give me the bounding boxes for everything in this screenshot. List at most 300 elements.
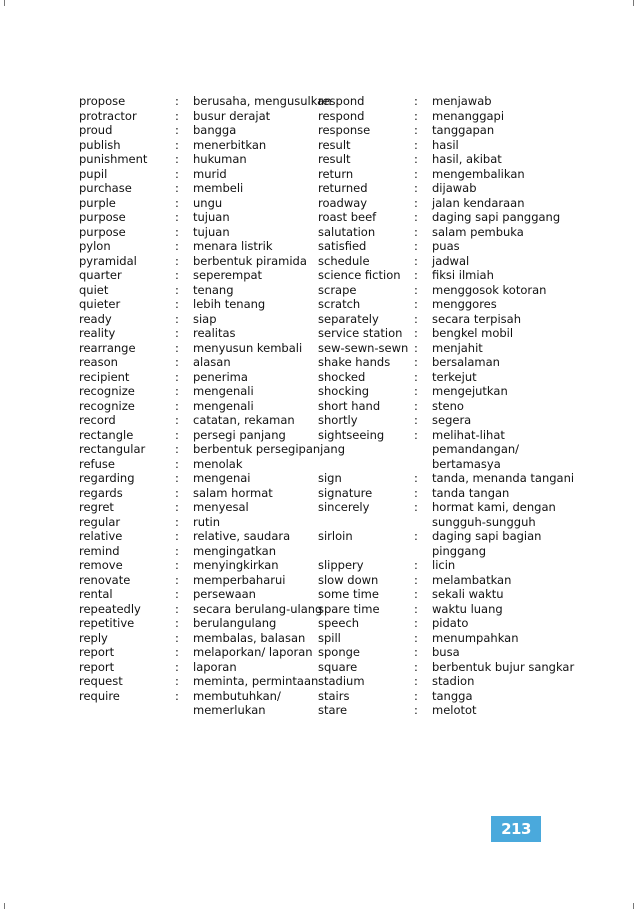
glossary-term: result (318, 152, 351, 166)
glossary-term: sirloin (318, 529, 353, 543)
glossary-term: stadium (318, 674, 365, 688)
glossary-separator: : (414, 181, 418, 195)
glossary-definition: seperempat (193, 268, 263, 282)
glossary-term: short hand (318, 398, 381, 413)
glossary-definition: melihat-lihat pemandangan/ bertamasya (432, 427, 520, 471)
glossary-entry (79, 239, 349, 254)
glossary-definition: mengenai (193, 471, 251, 485)
glossary-definition: steno (432, 398, 464, 413)
glossary-term: spare time (318, 601, 380, 616)
glossary-definition: menolak (193, 456, 243, 471)
glossary-separator: : (175, 210, 179, 224)
glossary-definition: busur derajat (193, 108, 271, 123)
glossary-entry (79, 268, 349, 283)
glossary-separator: : (175, 442, 179, 456)
glossary-entry (318, 602, 588, 617)
glossary-term: reply (79, 630, 108, 645)
glossary-entry (79, 297, 349, 312)
glossary-separator: : (414, 616, 418, 630)
glossary-definition: mengejutkan (432, 384, 508, 398)
glossary-term: slow down (318, 572, 379, 587)
glossary-definition: memperbaharui (193, 572, 286, 587)
glossary-definition: menara listrik (193, 239, 273, 253)
glossary-entry (318, 123, 588, 138)
glossary-definition: terkejut (432, 369, 477, 384)
glossary-entry (79, 399, 349, 414)
glossary-definition: persegi panjang (193, 427, 286, 442)
glossary-definition: licin (432, 558, 456, 572)
glossary-definition: tangga (432, 688, 473, 703)
glossary-term: record (79, 413, 116, 427)
glossary-definition: mengembalikan (432, 166, 525, 181)
glossary-term: spill (318, 630, 341, 645)
glossary-entry (318, 109, 588, 124)
glossary-term: salutation (318, 224, 376, 239)
glossary-separator: : (175, 645, 179, 659)
glossary-definition: menjawab (432, 94, 492, 108)
glossary-entry (318, 529, 588, 558)
glossary-definition: mengingatkan (193, 543, 276, 558)
glossary-definition: bangga (193, 123, 237, 137)
glossary-separator: : (414, 645, 418, 659)
glossary-entry (79, 225, 349, 240)
glossary-term: quieter (79, 297, 121, 311)
glossary-separator: : (175, 340, 179, 355)
glossary-separator: : (414, 268, 418, 282)
glossary-definition: lebih tenang (193, 297, 266, 311)
glossary-definition: rutin (193, 514, 221, 529)
glossary-separator: : (175, 326, 179, 340)
glossary-definition: menggores (432, 297, 497, 311)
glossary-separator: : (175, 688, 179, 703)
glossary-definition: hukuman (193, 152, 247, 166)
glossary-term: pyramidal (79, 253, 137, 268)
crop-mark (4, 0, 5, 6)
glossary-definition: menyesal (193, 500, 249, 514)
glossary-term: protractor (79, 108, 137, 123)
glossary-entry (318, 254, 588, 269)
glossary-separator: : (175, 253, 179, 268)
glossary-entry (318, 268, 588, 283)
glossary-term: reason (79, 355, 118, 369)
glossary-definition: berbentuk bujur sangkar (432, 659, 575, 674)
glossary-entry (318, 210, 588, 225)
glossary-term: regular (79, 514, 121, 529)
glossary-separator: : (175, 152, 179, 166)
glossary-definition: hasil, akibat (432, 152, 502, 166)
glossary-separator: : (414, 123, 418, 137)
glossary-entry (79, 370, 349, 385)
glossary-separator: : (175, 195, 179, 210)
crop-mark (633, 0, 634, 6)
glossary-term: sew-sewn-sewn (318, 340, 409, 355)
glossary-separator: : (414, 311, 418, 326)
glossary-definition: murid (193, 166, 227, 181)
glossary-entry (79, 355, 349, 370)
glossary-separator: : (414, 384, 418, 398)
glossary-separator: : (175, 529, 179, 543)
glossary-term: separately (318, 311, 379, 326)
glossary-entry (318, 341, 588, 356)
glossary-definition: membalas, balasan (193, 630, 306, 645)
glossary-definition: ungu (193, 195, 223, 210)
glossary-entry (79, 471, 349, 486)
glossary-entry (79, 167, 349, 182)
glossary-separator: : (175, 166, 179, 181)
glossary-separator: : (175, 500, 179, 514)
glossary-separator: : (175, 108, 179, 123)
glossary-definition: persewaan (193, 587, 256, 601)
page-number: 213 (491, 816, 541, 842)
glossary-separator: : (414, 137, 418, 152)
glossary-term: reality (79, 326, 116, 340)
glossary-term: purpose (79, 224, 126, 239)
glossary-definition: sekali waktu (432, 587, 504, 601)
glossary-definition: berbentuk piramida (193, 253, 307, 268)
glossary-term: relative (79, 529, 123, 543)
glossary-entry (79, 152, 349, 167)
glossary-definition: mengenali (193, 384, 254, 398)
glossary-term: shocking (318, 384, 370, 398)
glossary-definition: menyusun kembali (193, 340, 303, 355)
glossary-definition: alasan (193, 355, 231, 369)
glossary-definition: mengenali (193, 398, 254, 413)
glossary-definition: pidato (432, 616, 469, 630)
glossary-entry (79, 660, 349, 675)
glossary-entry (318, 196, 588, 211)
glossary-separator: : (414, 587, 418, 601)
glossary-term: rearrange (79, 340, 136, 355)
glossary-term: service station (318, 326, 403, 340)
glossary-entry (318, 312, 588, 327)
glossary-separator: : (414, 659, 418, 674)
glossary-column-left (79, 94, 349, 718)
glossary-entry (79, 210, 349, 225)
glossary-separator: : (175, 674, 179, 688)
glossary-definition: hasil (432, 137, 459, 152)
glossary-separator: : (175, 572, 179, 587)
glossary-separator: : (175, 181, 179, 195)
glossary-term: purpose (79, 210, 126, 224)
glossary-definition: waktu luang (432, 601, 503, 616)
glossary-separator: : (414, 355, 418, 369)
glossary-term: remove (79, 558, 123, 572)
glossary-entry (318, 413, 588, 428)
glossary-entry (79, 94, 349, 109)
glossary-term: regret (79, 500, 114, 514)
glossary-separator: : (414, 674, 418, 688)
glossary-separator: : (414, 427, 418, 442)
glossary-entry (79, 544, 349, 559)
glossary-term: scrape (318, 282, 357, 297)
glossary-entry (79, 689, 349, 718)
glossary-separator: : (175, 224, 179, 239)
glossary-definition: menumpahkan (432, 630, 519, 645)
glossary-definition: siap (193, 311, 217, 326)
glossary-column-right (318, 94, 588, 718)
glossary-separator: : (414, 224, 418, 239)
glossary-definition: menyingkirkan (193, 558, 279, 572)
glossary-term: pylon (79, 239, 111, 253)
glossary-entry (79, 529, 349, 544)
glossary-entry (318, 167, 588, 182)
glossary-term: sponge (318, 645, 360, 659)
glossary-term: return (318, 166, 354, 181)
glossary-separator: : (414, 326, 418, 340)
glossary-entry (318, 500, 588, 529)
glossary-entry (79, 196, 349, 211)
glossary-definition: berbentuk persegipanjang (193, 442, 346, 456)
glossary-term: satisfied (318, 239, 367, 253)
glossary-entry (79, 413, 349, 428)
glossary-entry (318, 703, 588, 718)
glossary-term: schedule (318, 253, 370, 268)
glossary-separator: : (175, 543, 179, 558)
glossary-entry (318, 486, 588, 501)
glossary-separator: : (414, 253, 418, 268)
glossary-entry (318, 326, 588, 341)
glossary-entry (79, 138, 349, 153)
glossary-term: purchase (79, 181, 132, 195)
glossary-definition: penerima (193, 369, 248, 384)
glossary-entry (318, 645, 588, 660)
glossary-term: shortly (318, 413, 358, 427)
glossary-term: report (79, 659, 115, 674)
glossary-definition: puas (432, 239, 460, 253)
glossary-entry (318, 660, 588, 675)
glossary-separator: : (414, 152, 418, 166)
glossary-separator: : (175, 558, 179, 572)
glossary-definition: tenang (193, 282, 234, 297)
glossary-definition: membeli (193, 181, 244, 195)
glossary-entry (318, 152, 588, 167)
glossary-separator: : (175, 268, 179, 282)
glossary-term: ready (79, 311, 112, 326)
glossary-definition: salam pembuka (432, 224, 524, 239)
glossary-entry (318, 399, 588, 414)
glossary-entry (318, 239, 588, 254)
glossary-definition: realitas (193, 326, 236, 340)
glossary-separator: : (175, 427, 179, 442)
glossary-separator: : (414, 703, 418, 717)
glossary-separator: : (175, 471, 179, 485)
glossary-term: report (79, 645, 115, 659)
glossary-separator: : (175, 456, 179, 471)
glossary-term: refuse (79, 456, 115, 471)
glossary-term: returned (318, 181, 368, 195)
glossary-entry (318, 471, 588, 486)
glossary-separator: : (175, 398, 179, 413)
glossary-definition: segera (432, 413, 472, 427)
glossary-definition: secara terpisah (432, 311, 522, 326)
glossary-separator: : (175, 369, 179, 384)
glossary-definition: salam hormat (193, 485, 273, 500)
glossary-definition: menggosok kotoran (432, 282, 547, 297)
glossary-separator: : (414, 529, 418, 543)
glossary-separator: : (175, 384, 179, 398)
glossary-term: scratch (318, 297, 361, 311)
crop-mark (4, 903, 5, 909)
glossary-term: rectangular (79, 442, 146, 456)
glossary-entry (318, 297, 588, 312)
glossary-definition: tujuan (193, 210, 230, 224)
glossary-term: stare (318, 703, 348, 717)
glossary-term: propose (79, 94, 126, 108)
glossary-term: science fiction (318, 268, 401, 282)
glossary-definition: jalan kendaraan (432, 195, 525, 210)
glossary-separator: : (414, 485, 418, 500)
glossary-term: proud (79, 123, 113, 137)
glossary-entry (79, 123, 349, 138)
glossary-term: purple (79, 195, 116, 210)
glossary-term: recognize (79, 398, 135, 413)
glossary-definition: berusaha, mengusulkan (193, 94, 332, 108)
glossary-entry (79, 283, 349, 298)
glossary-entry (79, 312, 349, 327)
glossary-entry (79, 181, 349, 196)
glossary-entry (79, 587, 349, 602)
glossary-entry (318, 616, 588, 631)
glossary-term: shake hands (318, 355, 391, 369)
glossary-entry (79, 341, 349, 356)
glossary-entry (79, 631, 349, 646)
glossary-definition: membutuhkan/ memerlukan (193, 688, 281, 717)
glossary-term: renovate (79, 572, 131, 587)
glossary-term: result (318, 137, 351, 152)
glossary-separator: : (414, 398, 418, 413)
glossary-separator: : (175, 355, 179, 369)
glossary-entry (79, 616, 349, 631)
glossary-separator: : (414, 572, 418, 587)
glossary-separator: : (175, 659, 179, 674)
glossary-term: sign (318, 471, 342, 485)
glossary-entry (79, 109, 349, 124)
glossary-term: respond (318, 94, 365, 108)
glossary-entry (79, 602, 349, 617)
glossary-term: shocked (318, 369, 366, 384)
glossary-separator: : (175, 630, 179, 645)
glossary-entry (318, 94, 588, 109)
glossary-term: roadway (318, 195, 368, 210)
glossary-separator: : (414, 210, 418, 224)
crop-mark (633, 903, 634, 909)
glossary-term: rectangle (79, 427, 134, 442)
glossary-term: quiet (79, 282, 109, 297)
glossary-separator: : (414, 108, 418, 123)
glossary-definition: busa (432, 645, 460, 659)
glossary-separator: : (175, 123, 179, 137)
glossary-entry (79, 457, 349, 472)
glossary-entry (318, 587, 588, 602)
glossary-entry (318, 573, 588, 588)
glossary-separator: : (175, 311, 179, 326)
glossary-definition: relative, saudara (193, 529, 291, 543)
glossary-definition: bengkel mobil (432, 326, 514, 340)
glossary-definition: tanda, menanda tangani (432, 471, 575, 485)
glossary-term: square (318, 659, 358, 674)
glossary-term: response (318, 123, 371, 137)
glossary-separator: : (175, 137, 179, 152)
glossary-definition: tanda tangan (432, 485, 510, 500)
glossary-definition: tanggapan (432, 123, 495, 137)
glossary-term: recipient (79, 369, 130, 384)
glossary-entry (79, 558, 349, 573)
glossary-term: quarter (79, 268, 122, 282)
glossary-definition: menjahit (432, 340, 483, 355)
glossary-separator: : (414, 94, 418, 108)
glossary-definition: dijawab (432, 181, 477, 195)
glossary-entry (318, 225, 588, 240)
glossary-term: request (79, 674, 123, 688)
glossary-separator: : (414, 166, 418, 181)
glossary-separator: : (414, 413, 418, 427)
glossary-separator: : (175, 239, 179, 253)
glossary-separator: : (414, 195, 418, 210)
glossary-term: require (79, 688, 120, 703)
glossary-separator: : (414, 558, 418, 572)
glossary-separator: : (414, 369, 418, 384)
glossary-separator: : (414, 471, 418, 485)
glossary-entry (318, 370, 588, 385)
glossary-definition: tujuan (193, 224, 230, 239)
glossary-entry (318, 181, 588, 196)
glossary-definition: menerbitkan (193, 137, 267, 152)
glossary-entry (79, 428, 349, 443)
glossary-entry (79, 326, 349, 341)
glossary-definition: daging sapi panggang (432, 210, 561, 224)
glossary-entry (79, 573, 349, 588)
glossary-entry (79, 645, 349, 660)
glossary-separator: : (414, 282, 418, 297)
glossary-term: remind (79, 543, 120, 558)
glossary-separator: : (175, 514, 179, 529)
glossary-term: publish (79, 137, 121, 152)
glossary-entry (318, 631, 588, 646)
glossary-entry (79, 254, 349, 269)
glossary-term: sightseeing (318, 427, 385, 442)
glossary-separator: : (175, 413, 179, 427)
glossary-entry (318, 558, 588, 573)
glossary-term: punishment (79, 152, 148, 166)
glossary-term: sincerely (318, 500, 370, 514)
glossary-definition: menanggapi (432, 108, 505, 123)
glossary-definition: bersalaman (432, 355, 500, 369)
glossary-entry (318, 428, 588, 472)
glossary-term: regards (79, 485, 123, 500)
glossary-term: rental (79, 587, 113, 601)
glossary-definition: daging sapi bagian pinggang (432, 529, 542, 558)
glossary-entry (318, 355, 588, 370)
glossary-entry (318, 384, 588, 399)
glossary-definition: laporan (193, 659, 237, 674)
glossary-definition: melaporkan/ laporan (193, 645, 313, 659)
glossary-term: pupil (79, 166, 108, 181)
glossary-separator: : (414, 601, 418, 616)
glossary-entry (318, 689, 588, 704)
glossary-entry (79, 384, 349, 399)
glossary-term: slippery (318, 558, 364, 572)
glossary-definition: melotot (432, 703, 477, 717)
glossary-term: stairs (318, 688, 350, 703)
glossary-separator: : (414, 688, 418, 703)
glossary-definition: catatan, rekaman (193, 413, 295, 427)
glossary-separator: : (414, 630, 418, 645)
glossary-entry (318, 283, 588, 298)
glossary-definition: hormat kami, dengan sungguh-sungguh (432, 500, 556, 529)
glossary-term: roast beef (318, 210, 377, 224)
glossary-separator: : (175, 601, 179, 616)
glossary-separator: : (175, 94, 179, 108)
